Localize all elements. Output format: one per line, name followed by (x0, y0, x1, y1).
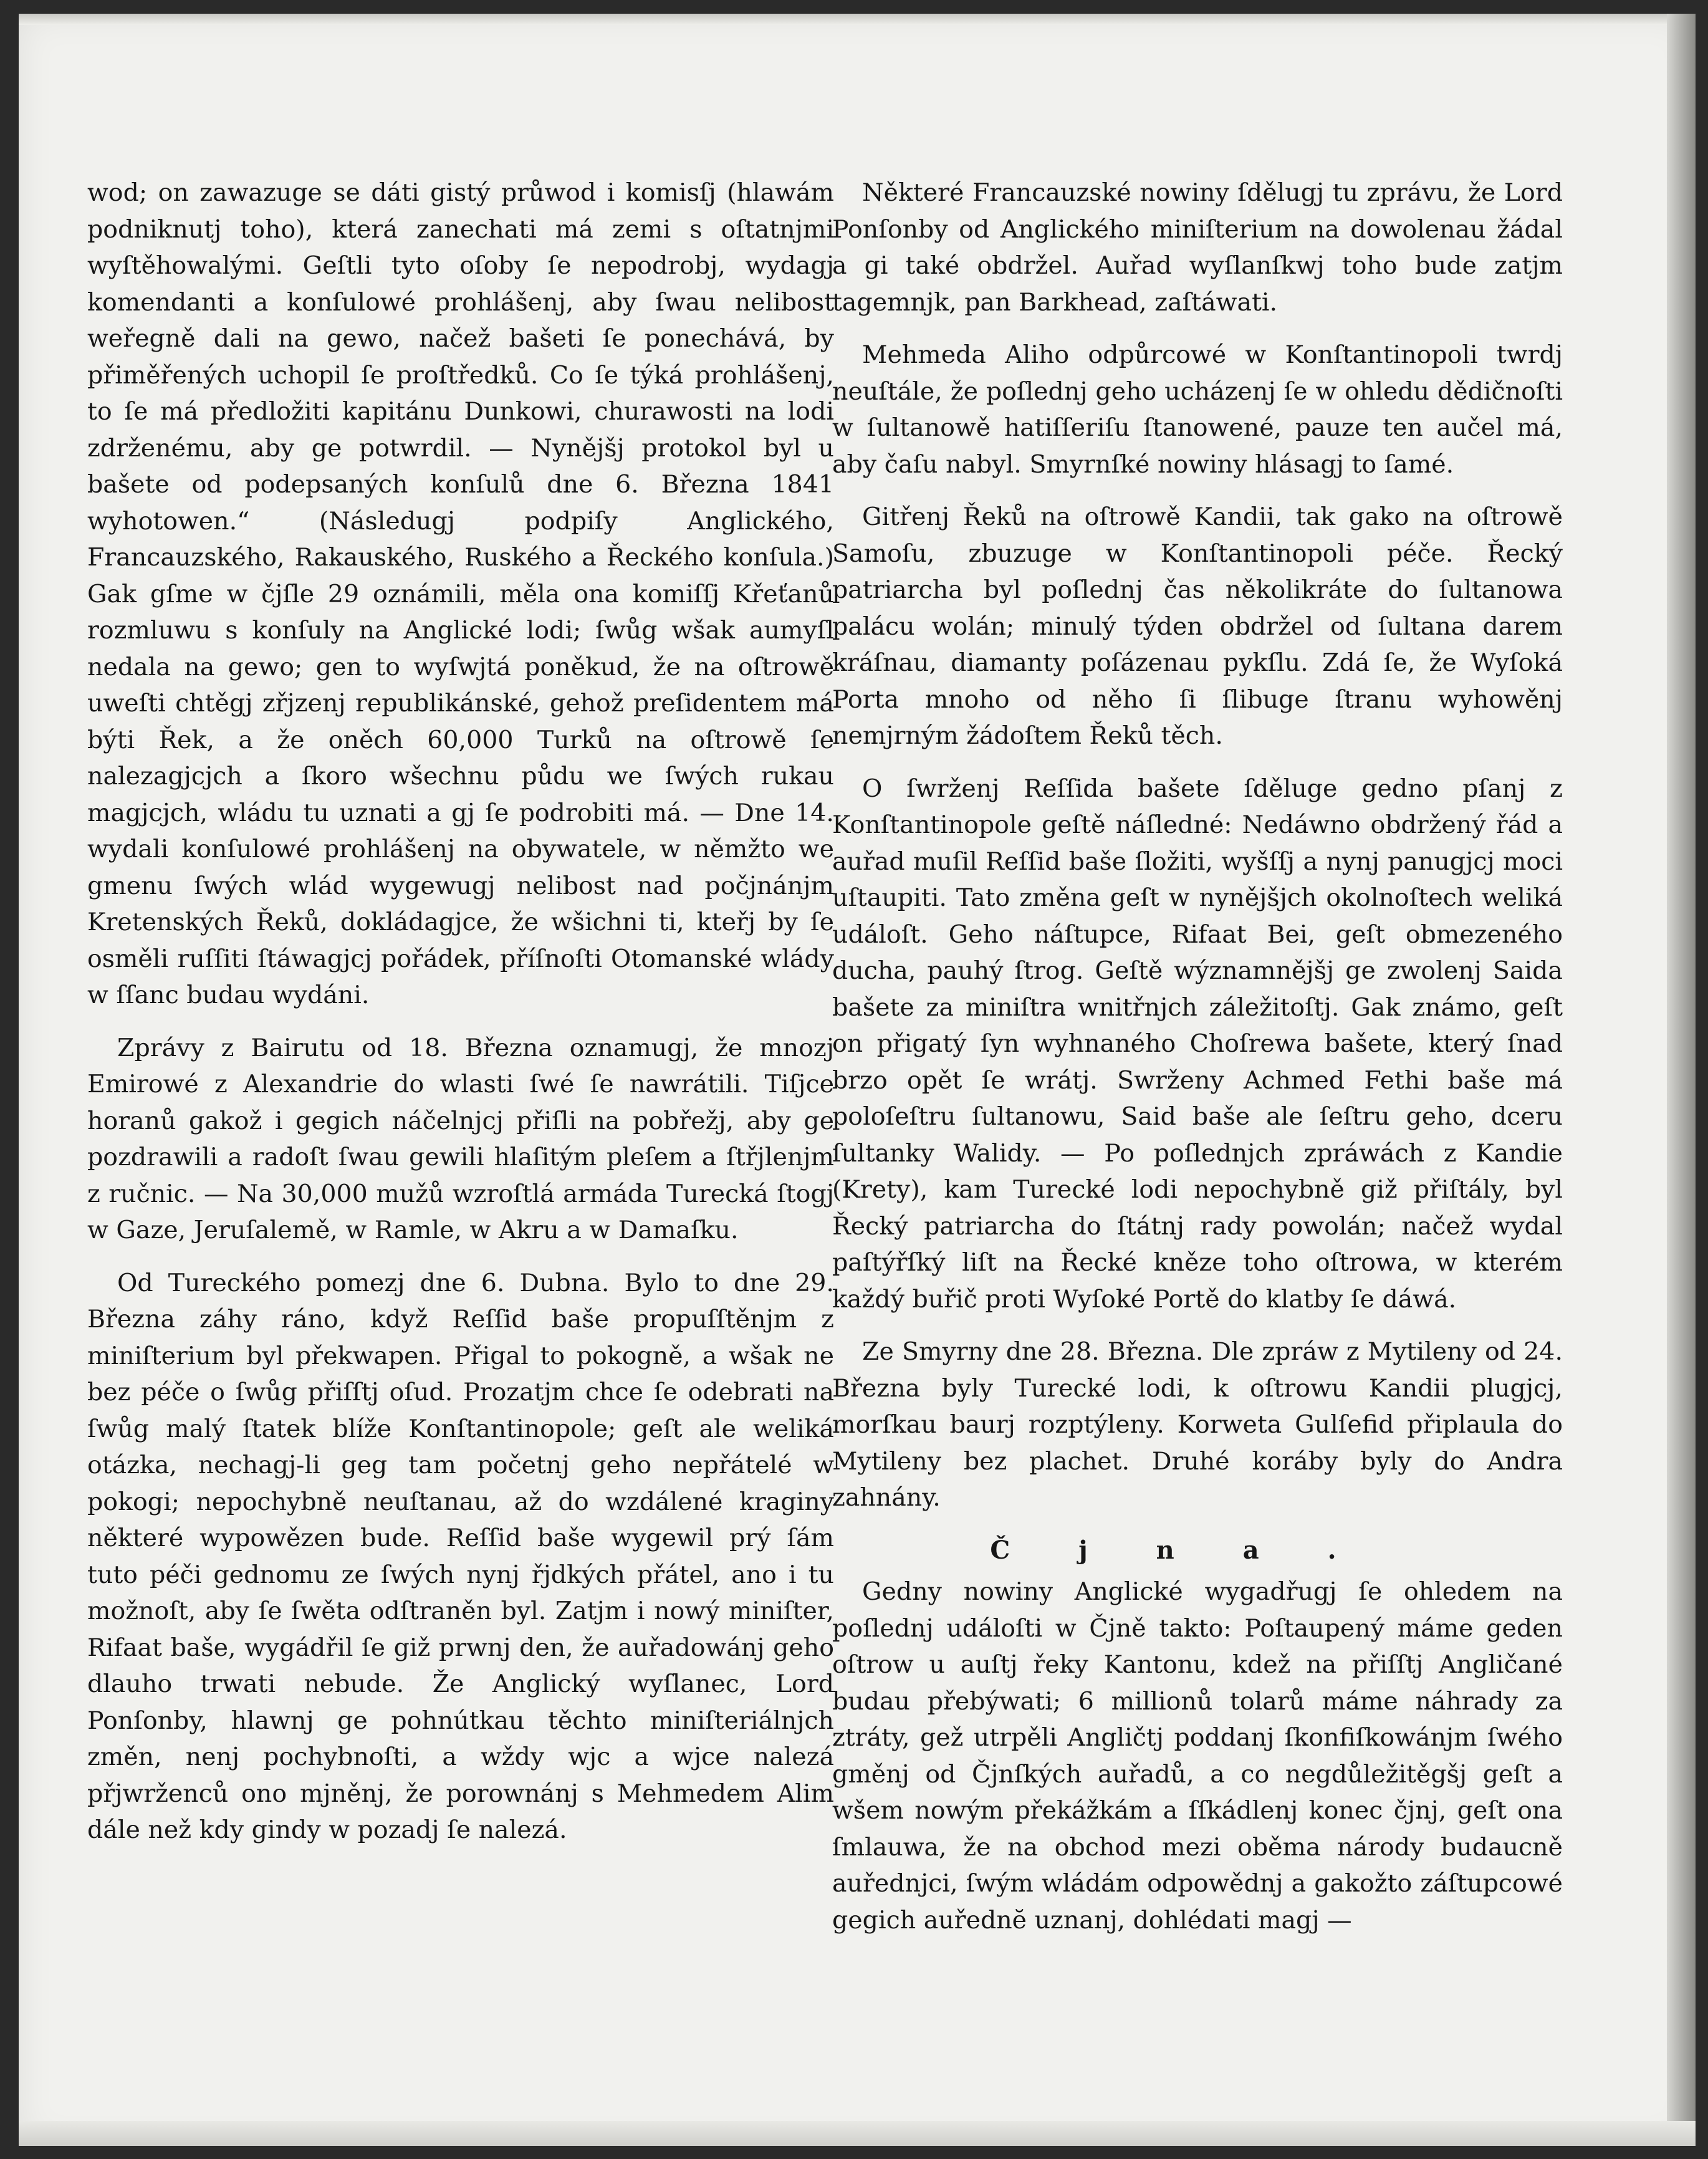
left-paragraph-3: Od Tureckého pomezj dne 6. Dubna. Bylo to dne 29. Března záhy ráno, když Reſſid baše propuſſtěnjm z miniſterium byl překwapen. Přigal to pokogně, a wšak ne bez péče o ſwůg přiſſtj oſud. Prozatjm chce ſe odebrati na ſwůg malý ſtatek blíže Konſtantinopole; geſt ale weliká otázka, nechagj-li geg tam početnj geho nepřátelé w pokogi; nepochybně neuſtanau, až do wzdálené kraginy některé wypowězen bude. Reſſid baše wygewil prý ſám tuto péči gednomu ze ſwých nynj řjdkých přátel, ano i tu možnoſt, aby ſe ſwěta odſtraněn byl. Zatjm i nowý miniſter, Rifaat baše, wygádřil ſe giž prwnj den, že auřadowánj geho dlauho trwati nebude. Že Anglický wyſlanec, Lord Ponſonby, hlawnj ge pohnútkau těchto miniſteriálnjch změn, nenj pochybnoſti, a wždy wjc a wjce nalezá přjwrženců ono mjněnj, že porownánj s Mehmedem Alim dále než kdy gindy w pozadj ſe nalezá. (87, 1268, 834, 1844)
page-bottom-edge (19, 2121, 1696, 2146)
left-paragraph-1: wod; on zawazuge se dáti gistý průwod i komisſj (hlawám podniknutj toho), která zanechati má zemi s oſtatnjmi wyſtěhowalými. Geſtli tyto oſoby ſe nepodrobj, wydagj komendanti a konſulowé prohlášenj, aby ſwau nelibost weřegně dali na gewo, načež bašeti ſe ponechává, by přiměřených uchopil ſe proſtředků. Co ſe týká prohlášenj, to ſe má předložiti kapitánu Dunkowi, churawosti na lodi zdrženému, aby ge potwrdil. — Nynějšj protokol byl u bašete od podepsaných konſulů dne 6. Března 1841 wyhotowen.“ (Následugj podpiſy Anglického, Francauzského, Rakauského, Ruského a Řeckého konſula.) Gak gſme w čjſle 29 oznámili, měla ona komiſſj Křeťanů rozmluwu s konſuly na Anglické lodi; ſwůg wšak aumyſl nedala na gewo; gen to wyſwjtá poněkud, že na oſtrowě uweſti chtěgj zřjzenj republikánské, gehož preſidentem má býti Řek, a že oněch 60,000 Turků na oſtrowě ſe nalezagjcjch a ſkoro wšechnu půdu we ſwých rukau magjcjch, wládu tu uznati a gj ſe podrobiti má. — Dne 14. wydali konſulowé prohlášenj na obywatele, w němžto we gmenu ſwých wlád wygewugj nelibost nad počjnánjm Kretenských Řeků, dokládagjce, že wšichni ti, kteřj by ſe osměli ruſſiti ſtáwagjcj pořádek, příſnoſti Otomanské wlády w ſſanc budau wydáni. (87, 178, 834, 1009)
page-top-edge (19, 14, 1696, 25)
right-paragraph-1: Některé Francauzské nowiny ſdělugj tu zprávu, že Lord Ponſonby od Anglického miniſterium na dowolenau žádal a gi také obdržel. Auřad wyſlanſkwj toho bude zatjm tagemnjk, pan Barkhead, zaſtáwati. (832, 178, 1563, 317)
right-paragraph-2: Mehmeda Aliho odpůrcowé w Konſtantinopoli twrdj neuſtále, že poſlednj geho ucházenj ſe w ohledu dědičnoſti w ſultanowě hatiſſeriſu ſtanowené, pauze ten aučel má, aby čaſu nabyl. Smyrnſké nowiny hlásagj to ſamé. (832, 340, 1563, 479)
newspaper-page (19, 14, 1696, 2146)
right-paragraph-3: Gitřenj Řeků na oſtrowě Kandii, tak gako na oſtrowě Samoſu, zbuzuge w Konſtantinopoli péče. Řecký patriarcha byl poſlednj čas několikráte do ſultanowa palácu wolán; minulý týden obdržel od ſultana darem kráſnau, diamanty poſázenau pykſlu. Zdá ſe, že Wyſoká Porta mnoho od něho ſi ſlibuge ſtranu wyhowěnj nemjrným žádoſtem Řeků těch. (832, 502, 1563, 750)
left-paragraph-2: Zprávy z Bairutu od 18. Března oznamugj, že mnozj Emirowé z Alexandrie do wlasti ſwé ſe nawrátili. Tiſjce horanů gakož i gegich náčelnjcj přiſli na pobřežj, aby ge pozdrawili a radoſt ſwau gewili hlaſitým pleſem a ſtřjlenjm z ručnic. — Na 30,000 mužů wzroſtlá armáda Turecká ſtogj w Gaze, Jeruſalemě, w Ramle, w Akru a w Damaſku. (87, 1033, 834, 1244)
right-paragraph-final: Gedny nowiny Anglické wygadřugj ſe ohledem na poſlednj událoſti w Čjně takto: Poſtaupený máme geden oſtrow u auſtj řeky Kantonu, kdež na přiſſtj Angličané budau přebýwati; 6 millionů tolarů máme náhrady za ztráty, gež utrpěli Angličtj poddanj ſkonfiſkowánjm ſwého gměnj od Čjnſkých auřadů, a co negdůležitěgšj geſt a wšem nowým překážkám a ſſkádlenj konec čjnj, geſt ona ſmlauwa, že na obchod mezi oběma národy budaucně auřednjci, ſwým wládám odpowědnj a gakožto záſtupcowé gegich auřednĕ uznanj, dohlédati magj — (832, 1577, 1563, 1935)
section-heading-china: Čjna. (990, 1535, 1405, 1565)
right-paragraph-5: Ze Smyrny dne 28. Března. Dle zpráw z Mytileny od 24. Března byly Turecké lodi, k oſtrowu Kandii plugjcj, morſkau baurj rozptýleny. Korweta Gulſefid připlaula do Mytileny bez plachet. Druhé koráby byly do Andra zahnány. (832, 1337, 1563, 1512)
right-column (832, 175, 1563, 1955)
right-paragraph-4: O ſwrženj Reſſida bašete ſděluge gedno pſanj z Konſtantinopole geſtě náſledné: Nedáwno obdržený řád a auřad muſil Reſſid baše ſložiti, wyšſſj a nynj panugjcj moci uſtaupiti. Tato změna geſt w nynějšjch okolnoſtech weliká událoſt. Geho náſtupce, Rifaat Bei, geſt obmezeného ducha, pauhý ſtrog. Geſtě wýznamnějšj ge zwolenj Saida bašete za miniſtra wnitřnjch záležitoſtj. Gak známo, geſt on přigatý ſyn wyhnaného Choſrewa bašete, který ſnad brzo opět ſe wrátj. Swrženy Achmed Fethi baše má poloſeſtru ſultanowu, Said baše ale ſeſtru geho, dceru ſultanky Walidy. — Po poſlednjch zpráwách z Kandie (Krety), kam Turecké lodi nepochybně giž přiſtály, byl Řecký patriarcha do ſtátnj rady powolán; načež wydal paſtýřſký liſt na Řecké kněze toho oſtrowa, w kterém každý buřič proti Wyſoké Portě do klatby ſe dáwá. (832, 774, 1563, 1314)
left-column (87, 175, 834, 1865)
page-right-edge (1667, 14, 1696, 2146)
